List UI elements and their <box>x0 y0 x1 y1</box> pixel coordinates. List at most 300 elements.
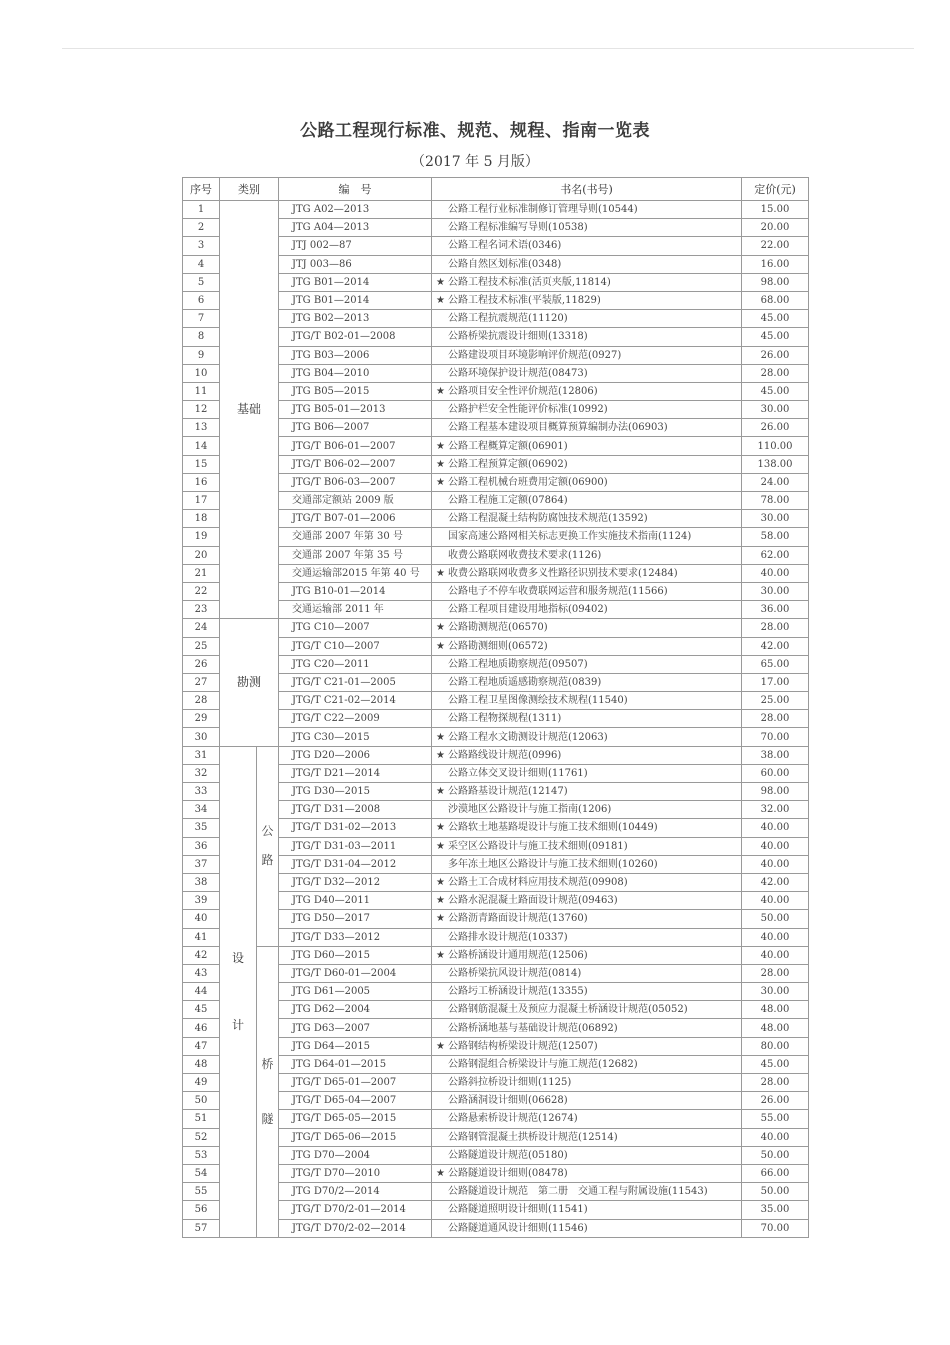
row-price: 98.00 <box>742 273 809 291</box>
row-seq: 13 <box>183 419 220 437</box>
row-title-text: 公路工程抗震规范(11120) <box>448 313 568 325</box>
row-title <box>432 382 742 400</box>
row-seq: 14 <box>183 437 220 455</box>
row-price: 45.00 <box>742 310 809 328</box>
row-code: JTG D64-01—2015 <box>279 1055 432 1073</box>
row-code: JTJ 002—87 <box>279 237 432 255</box>
row-code: JTG D62—2004 <box>279 1001 432 1019</box>
row-code: JTG D61—2005 <box>279 983 432 1001</box>
row-title-text: 公路工程地质遥感勘察规范(0839) <box>448 676 602 688</box>
row-title-text: 公路桥梁抗风设计规范(0814) <box>448 967 582 979</box>
row-price: 80.00 <box>742 1037 809 1055</box>
category-design-char: 设 <box>231 950 244 965</box>
row-title <box>432 273 742 291</box>
row-code: JTG/T C21-01—2005 <box>279 673 432 691</box>
row-title-text: 公路路线设计规范(0996) <box>448 749 562 761</box>
row-title <box>432 1183 742 1201</box>
row-title-text: 公路工程预算定额(06902) <box>448 458 568 470</box>
row-code: JTG/T B06-03—2007 <box>279 473 432 491</box>
table-header-row <box>183 178 809 201</box>
row-price: 98.00 <box>742 783 809 801</box>
row-price: 55.00 <box>742 1110 809 1128</box>
row-title <box>432 855 742 873</box>
category-bridge-char: 桥 <box>261 1056 274 1071</box>
row-title <box>432 873 742 891</box>
row-seq: 18 <box>183 510 220 528</box>
row-seq: 33 <box>183 783 220 801</box>
row-code: JTG D20—2006 <box>279 746 432 764</box>
row-code: 交通部 2007 年第 30 号 <box>279 528 432 546</box>
row-code: JTG/T B06-01—2007 <box>279 437 432 455</box>
star-icon: ★ <box>436 895 445 907</box>
row-title-text: 公路悬索桥设计规范(12674) <box>448 1113 578 1125</box>
star-icon: ★ <box>436 1168 445 1180</box>
row-seq: 24 <box>183 619 220 637</box>
row-seq: 51 <box>183 1110 220 1128</box>
row-title-text: 公路排水设计规范(10337) <box>448 931 568 943</box>
row-code: JTG C30—2015 <box>279 728 432 746</box>
row-seq: 3 <box>183 237 220 255</box>
row-title <box>432 473 742 491</box>
row-code: JTG D70/2—2014 <box>279 1183 432 1201</box>
row-seq: 40 <box>183 910 220 928</box>
star-icon: ★ <box>436 913 445 925</box>
row-seq: 48 <box>183 1055 220 1073</box>
row-price: 28.00 <box>742 364 809 382</box>
star-icon: ★ <box>436 276 445 288</box>
row-code: JTG D30—2015 <box>279 783 432 801</box>
standards-table <box>182 177 809 1238</box>
row-price: 36.00 <box>742 601 809 619</box>
row-seq: 1 <box>183 201 220 219</box>
row-title-text: 公路环境保护设计规范(08473) <box>448 367 588 379</box>
row-title <box>432 1219 742 1237</box>
row-title <box>432 710 742 728</box>
row-title <box>432 201 742 219</box>
row-code: JTG/T D60-01—2004 <box>279 964 432 982</box>
row-title <box>432 328 742 346</box>
row-code: JTJ 003—86 <box>279 255 432 273</box>
row-title <box>432 601 742 619</box>
row-code: 交通运输部2015 年第 40 号 <box>279 564 432 582</box>
row-seq: 17 <box>183 492 220 510</box>
row-price: 35.00 <box>742 1201 809 1219</box>
row-code: JTG/T D70/2-01—2014 <box>279 1201 432 1219</box>
row-seq: 9 <box>183 346 220 364</box>
row-seq: 20 <box>183 546 220 564</box>
row-seq: 46 <box>183 1019 220 1037</box>
row-code: JTG/T D21—2014 <box>279 764 432 782</box>
row-title-text: 公路工程卫星图像测绘技术规程(11540) <box>448 695 628 707</box>
row-code: JTG B05-01—2013 <box>279 401 432 419</box>
row-title-text: 公路隧道照明设计细则(11541) <box>448 1204 588 1216</box>
row-price: 15.00 <box>742 201 809 219</box>
row-code: JTG B04—2010 <box>279 364 432 382</box>
row-code: JTG D50—2017 <box>279 910 432 928</box>
row-code: JTG B05—2015 <box>279 382 432 400</box>
row-price: 50.00 <box>742 1183 809 1201</box>
row-title-text: 公路工程项目建设用地指标(09402) <box>448 604 608 616</box>
row-title-text: 公路勘测细则(06572) <box>448 640 548 652</box>
row-seq: 21 <box>183 564 220 582</box>
row-code: JTG/T D65-05—2015 <box>279 1110 432 1128</box>
category-design <box>220 746 257 1237</box>
row-title-text: 公路钢结构桥梁设计规范(12507) <box>448 1040 598 1052</box>
row-price: 28.00 <box>742 619 809 637</box>
row-code: JTG D63—2007 <box>279 1019 432 1037</box>
row-title <box>432 637 742 655</box>
row-code: JTG B10-01—2014 <box>279 582 432 600</box>
star-icon: ★ <box>436 458 445 470</box>
row-code: JTG/T D33—2012 <box>279 928 432 946</box>
row-code: JTG/T D32—2012 <box>279 873 432 891</box>
row-price: 20.00 <box>742 219 809 237</box>
row-seq: 4 <box>183 255 220 273</box>
row-title-text: 公路工程地质勘察规范(09507) <box>448 658 588 670</box>
row-title-text: 公路工程物探规程(1311) <box>448 713 562 725</box>
row-seq: 55 <box>183 1183 220 1201</box>
row-price: 28.00 <box>742 1074 809 1092</box>
row-title <box>432 1128 742 1146</box>
row-title <box>432 1110 742 1128</box>
row-code: JTG B01—2014 <box>279 273 432 291</box>
category-road-char: 公 <box>261 824 274 839</box>
row-title-text: 公路桥涵设计通用规范(12506) <box>448 949 588 961</box>
row-price: 28.00 <box>742 710 809 728</box>
row-price: 40.00 <box>742 837 809 855</box>
row-price: 26.00 <box>742 1092 809 1110</box>
row-seq: 54 <box>183 1164 220 1182</box>
row-seq: 35 <box>183 819 220 837</box>
row-code: JTG/T B07-01—2006 <box>279 510 432 528</box>
row-title-text: 公路斜拉桥设计细则(1125) <box>448 1077 572 1089</box>
header-name: 书名(书号) <box>432 178 742 201</box>
row-title-text: 公路护栏安全性能评价标准(10992) <box>448 404 608 416</box>
row-seq: 32 <box>183 764 220 782</box>
row-price: 25.00 <box>742 692 809 710</box>
row-price: 40.00 <box>742 1128 809 1146</box>
row-price: 32.00 <box>742 801 809 819</box>
page-subtitle: （2017 年 5 月版） <box>411 154 539 170</box>
row-title <box>432 1146 742 1164</box>
row-title <box>432 419 742 437</box>
row-seq: 5 <box>183 273 220 291</box>
star-icon: ★ <box>436 567 445 579</box>
row-price: 45.00 <box>742 1055 809 1073</box>
row-title-text: 公路土工合成材料应用技术规范(09908) <box>448 877 628 889</box>
row-title-text: 公路钢混组合桥梁设计与施工规范(12682) <box>448 1058 638 1070</box>
star-icon: ★ <box>436 622 445 634</box>
row-seq: 26 <box>183 655 220 673</box>
row-price: 50.00 <box>742 1146 809 1164</box>
row-title-text: 公路隧道设计规范 第二册 交通工程与附属设施(11543) <box>448 1186 708 1198</box>
row-price: 26.00 <box>742 346 809 364</box>
row-seq: 6 <box>183 291 220 309</box>
row-title <box>432 655 742 673</box>
row-code: JTG/T C21-02—2014 <box>279 692 432 710</box>
row-code: JTG/T D65-01—2007 <box>279 1074 432 1092</box>
row-title-text: 公路水泥混凝土路面设计规范(09463) <box>448 895 618 907</box>
row-title-text: 公路钢管混凝土拱桥设计规范(12514) <box>448 1131 618 1143</box>
row-code: 交通部 2007 年第 35 号 <box>279 546 432 564</box>
row-seq: 27 <box>183 673 220 691</box>
row-seq: 47 <box>183 1037 220 1055</box>
row-title-text: 公路勘测规范(06570) <box>448 622 548 634</box>
page-title: 公路工程现行标准、规范、规程、指南一览表 <box>300 121 650 141</box>
row-title <box>432 528 742 546</box>
row-title <box>432 255 742 273</box>
row-code: JTG B06—2007 <box>279 419 432 437</box>
row-title-text: 公路建设项目环境影响评价规范(0927) <box>448 349 622 361</box>
row-title-text: 公路圬工桥涵设计规范(13355) <box>448 986 588 998</box>
row-code: JTG A02—2013 <box>279 201 432 219</box>
category-bridge-tunnel <box>257 946 279 1237</box>
row-title <box>432 801 742 819</box>
row-price: 28.00 <box>742 964 809 982</box>
row-title <box>432 437 742 455</box>
row-title-text: 公路工程施工定额(07864) <box>448 495 568 507</box>
row-title <box>432 619 742 637</box>
row-price: 70.00 <box>742 728 809 746</box>
row-price: 62.00 <box>742 546 809 564</box>
row-seq: 34 <box>183 801 220 819</box>
row-code: JTG/T D31—2008 <box>279 801 432 819</box>
row-code: JTG A04—2013 <box>279 219 432 237</box>
row-title <box>432 510 742 528</box>
row-price: 48.00 <box>742 1001 809 1019</box>
row-code: JTG/T C22—2009 <box>279 710 432 728</box>
header-price: 定价(元) <box>742 178 809 201</box>
row-title <box>432 983 742 1001</box>
row-title-text: 公路工程名词术语(0346) <box>448 240 562 252</box>
row-price: 30.00 <box>742 510 809 528</box>
row-title <box>432 1164 742 1182</box>
row-seq: 23 <box>183 601 220 619</box>
row-title-text: 公路工程基本建设项目概算预算编制办法(06903) <box>448 422 668 434</box>
row-title <box>432 401 742 419</box>
row-price: 16.00 <box>742 255 809 273</box>
row-seq: 16 <box>183 473 220 491</box>
row-title <box>432 310 742 328</box>
row-title-text: 公路电子不停车收费联网运营和服务规范(11566) <box>448 586 668 598</box>
row-seq: 41 <box>183 928 220 946</box>
row-code: JTG/T D70/2-02—2014 <box>279 1219 432 1237</box>
row-code: JTG D70—2004 <box>279 1146 432 1164</box>
row-title-text: 公路工程混凝土结构防腐蚀技术规范(13592) <box>448 513 648 525</box>
category-basic: 基础 <box>220 201 279 619</box>
row-price: 30.00 <box>742 401 809 419</box>
row-code: JTG C10—2007 <box>279 619 432 637</box>
row-title <box>432 783 742 801</box>
row-price: 40.00 <box>742 564 809 582</box>
row-code: JTG/T D70—2010 <box>279 1164 432 1182</box>
row-code: JTG/T D31-03—2011 <box>279 837 432 855</box>
row-title-text: 公路工程技术标准(活页夹版,11814) <box>448 276 611 288</box>
row-title-text: 公路项目安全性评价规范(12806) <box>448 385 598 397</box>
row-seq: 2 <box>183 219 220 237</box>
row-code: JTG B01—2014 <box>279 291 432 309</box>
row-seq: 38 <box>183 873 220 891</box>
row-seq: 31 <box>183 746 220 764</box>
row-seq: 52 <box>183 1128 220 1146</box>
row-title-text: 公路桥涵地基与基础设计规范(06892) <box>448 1022 618 1034</box>
row-title <box>432 728 742 746</box>
star-icon: ★ <box>436 731 445 743</box>
star-icon: ★ <box>436 786 445 798</box>
row-title <box>432 837 742 855</box>
row-price: 40.00 <box>742 946 809 964</box>
row-price: 40.00 <box>742 819 809 837</box>
row-title-text: 公路立体交叉设计细则(11761) <box>448 767 588 779</box>
row-seq: 19 <box>183 528 220 546</box>
table-row <box>183 746 809 764</box>
row-title-text: 公路钢筋混凝土及预应力混凝土桥涵设计规范(05052) <box>448 1004 688 1016</box>
row-seq: 50 <box>183 1092 220 1110</box>
row-price: 40.00 <box>742 892 809 910</box>
star-icon: ★ <box>436 749 445 761</box>
row-title-text: 多年冻土地区公路设计与施工技术细则(10260) <box>448 858 658 870</box>
table-row <box>183 619 809 637</box>
table-row <box>183 201 809 219</box>
row-title <box>432 1055 742 1073</box>
row-price: 30.00 <box>742 983 809 1001</box>
category-bridge-char: 隧 <box>261 1111 274 1126</box>
star-icon: ★ <box>436 385 445 397</box>
row-title <box>432 219 742 237</box>
row-code: JTG D60—2015 <box>279 946 432 964</box>
row-title <box>432 364 742 382</box>
row-seq: 45 <box>183 1001 220 1019</box>
row-price: 17.00 <box>742 673 809 691</box>
row-title-text: 公路沥青路面设计规范(13760) <box>448 913 588 925</box>
row-seq: 49 <box>183 1074 220 1092</box>
row-title <box>432 1019 742 1037</box>
row-price: 26.00 <box>742 419 809 437</box>
row-seq: 12 <box>183 401 220 419</box>
row-price: 42.00 <box>742 873 809 891</box>
header-code: 编 号 <box>279 178 432 201</box>
row-price: 42.00 <box>742 637 809 655</box>
row-title <box>432 692 742 710</box>
row-code: 交通部定额站 2009 版 <box>279 492 432 510</box>
row-title <box>432 1001 742 1019</box>
row-seq: 22 <box>183 582 220 600</box>
row-title <box>432 892 742 910</box>
row-title-text: 公路隧道设计规范(05180) <box>448 1149 568 1161</box>
row-seq: 7 <box>183 310 220 328</box>
row-title-text: 公路工程标准编写导则(10538) <box>448 222 588 234</box>
row-seq: 30 <box>183 728 220 746</box>
row-price: 60.00 <box>742 764 809 782</box>
row-seq: 42 <box>183 946 220 964</box>
row-price: 38.00 <box>742 746 809 764</box>
row-title-text: 公路隧道通风设计细则(11546) <box>448 1222 588 1234</box>
row-title <box>432 546 742 564</box>
category-road-char: 路 <box>261 853 274 868</box>
star-icon: ★ <box>436 295 445 307</box>
row-title <box>432 291 742 309</box>
row-title <box>432 564 742 582</box>
star-icon: ★ <box>436 840 445 852</box>
row-price: 70.00 <box>742 1219 809 1237</box>
row-seq: 56 <box>183 1201 220 1219</box>
row-code: JTG C20—2011 <box>279 655 432 673</box>
row-price: 40.00 <box>742 855 809 873</box>
row-title <box>432 673 742 691</box>
row-price: 48.00 <box>742 1019 809 1037</box>
top-rule <box>62 48 914 49</box>
row-code: JTG B02—2013 <box>279 310 432 328</box>
table-body <box>183 201 809 1238</box>
row-code: JTG/T D31-02—2013 <box>279 819 432 837</box>
row-title-text: 沙漠地区公路设计与施工指南(1206) <box>448 804 612 816</box>
row-title-text: 公路工程机械台班费用定额(06900) <box>448 476 608 488</box>
row-seq: 37 <box>183 855 220 873</box>
row-title <box>432 492 742 510</box>
row-seq: 43 <box>183 964 220 982</box>
row-price: 24.00 <box>742 473 809 491</box>
row-title-text: 采空区公路设计与施工技术细则(09181) <box>448 840 628 852</box>
star-icon: ★ <box>436 1040 445 1052</box>
row-title-text: 公路工程行业标准制修订管理导则(10544) <box>448 204 638 216</box>
row-code: JTG/T D31-04—2012 <box>279 855 432 873</box>
row-code: JTG/T C10—2007 <box>279 637 432 655</box>
row-seq: 15 <box>183 455 220 473</box>
row-title-text: 公路桥梁抗震设计细则(13318) <box>448 331 588 343</box>
row-seq: 25 <box>183 637 220 655</box>
row-price: 22.00 <box>742 237 809 255</box>
row-seq: 8 <box>183 328 220 346</box>
star-icon: ★ <box>436 440 445 452</box>
row-title-text: 公路工程技术标准(平装版,11829) <box>448 295 601 307</box>
row-title <box>432 746 742 764</box>
header-category: 类别 <box>220 178 279 201</box>
row-title <box>432 346 742 364</box>
row-code: JTG D64—2015 <box>279 1037 432 1055</box>
row-price: 66.00 <box>742 1164 809 1182</box>
category-design-char: 计 <box>231 1017 244 1032</box>
row-price: 78.00 <box>742 492 809 510</box>
row-title <box>432 946 742 964</box>
header-seq: 序号 <box>183 178 220 201</box>
row-title-text: 收费公路联网收费技术要求(1126) <box>448 549 602 561</box>
star-icon: ★ <box>436 476 445 488</box>
row-price: 40.00 <box>742 928 809 946</box>
row-title <box>432 764 742 782</box>
row-seq: 39 <box>183 892 220 910</box>
row-price: 45.00 <box>742 382 809 400</box>
row-title <box>432 928 742 946</box>
star-icon: ★ <box>436 877 445 889</box>
row-seq: 10 <box>183 364 220 382</box>
table-row <box>183 946 809 964</box>
row-title <box>432 582 742 600</box>
star-icon: ★ <box>436 822 445 834</box>
row-seq: 28 <box>183 692 220 710</box>
row-code: JTG/T D65-06—2015 <box>279 1128 432 1146</box>
row-price: 138.00 <box>742 455 809 473</box>
row-price: 58.00 <box>742 528 809 546</box>
category-survey: 勘测 <box>220 619 279 746</box>
row-title <box>432 455 742 473</box>
row-title <box>432 819 742 837</box>
row-title-text: 公路自然区划标准(0348) <box>448 258 562 270</box>
row-seq: 44 <box>183 983 220 1001</box>
row-title <box>432 1037 742 1055</box>
row-seq: 53 <box>183 1146 220 1164</box>
row-seq: 57 <box>183 1219 220 1237</box>
row-title-text: 公路涵洞设计细则(06628) <box>448 1095 568 1107</box>
